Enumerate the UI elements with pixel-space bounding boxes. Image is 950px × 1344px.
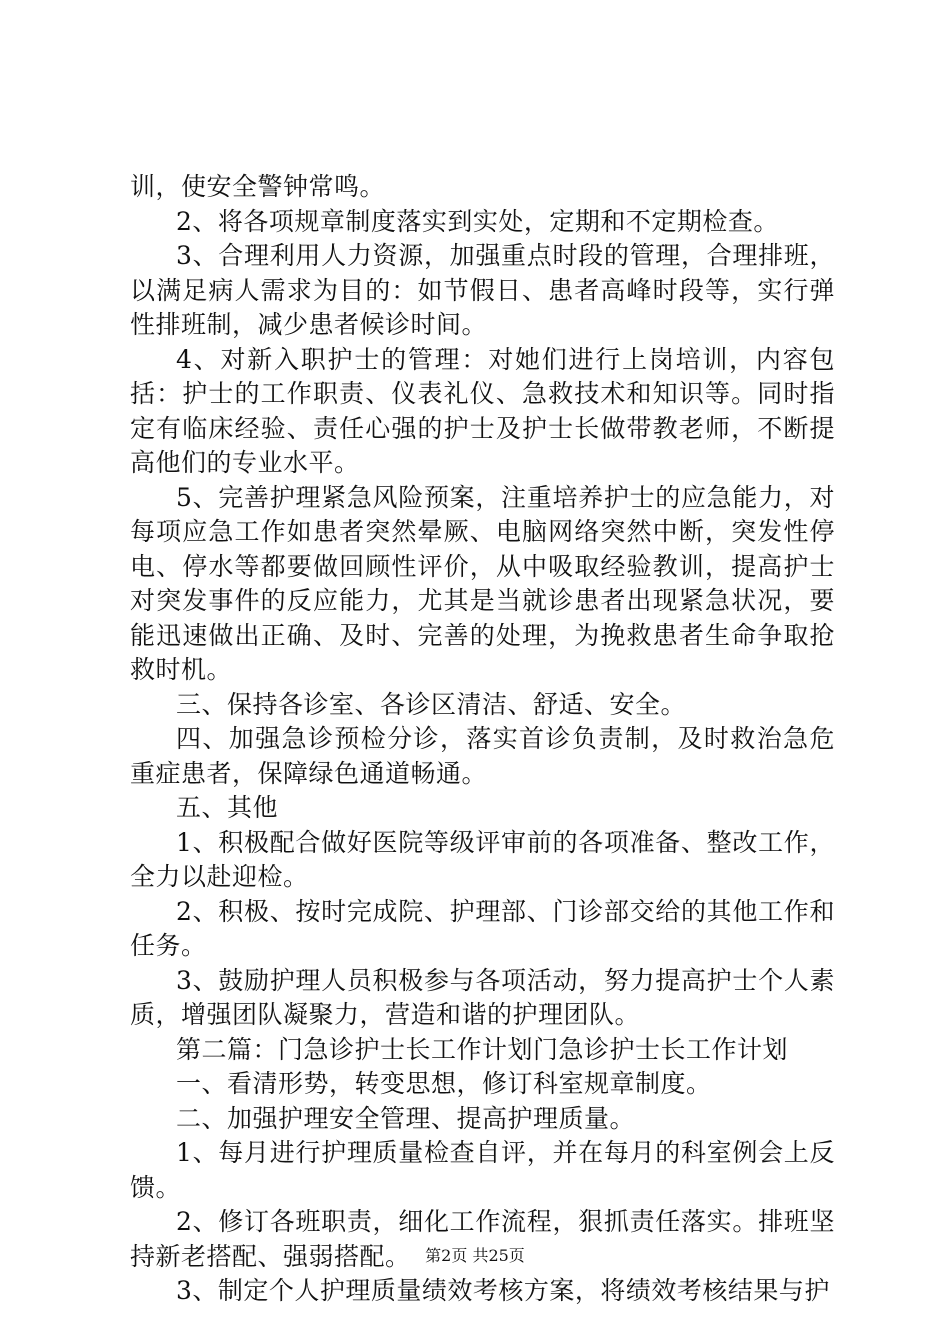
paragraph-8: 1、积极配合做好医院等级评审前的各项准备、整改工作，全力以赴迎检。 (130, 827, 835, 891)
paragraph-10: 3、鼓励护理人员积极参与各项活动，努力提高护士个人素质，增强团队凝聚力，营造和谐的护理团队。 (130, 965, 835, 1029)
paragraph-7: 五、其他 (176, 793, 279, 822)
document-body (130, 170, 835, 1309)
paragraph-12: 一、看清形势，转变思想，修订科室规章制度。 (176, 1069, 712, 1098)
paragraph-0: 训，使安全警钟常鸣。 (130, 172, 386, 201)
page-number-footer: 第2页 共25页 (425, 1246, 525, 1265)
paragraph-3: 4、对新入职护士的管理：对她们进行上岗培训，内容包括：护士的工作职责、仪表礼仪、急救技术和知识等。同时指定有临床经验、责任心强的护士及护士长做带教老师，不断提高他们的专业水平。 (130, 344, 835, 477)
paragraph-2: 3、合理利用人力资源，加强重点时段的管理，合理排班，以满足病人需求为目的：如节假日、患者高峰时段等，实行弹性排班制，减少患者候诊时间。 (130, 241, 835, 339)
paragraph-6: 四、加强急诊预检分诊，落实首诊负责制，及时救治急危重症患者，保障绿色通道畅通。 (130, 724, 835, 788)
paragraph-5: 三、保持各诊室、各诊区清洁、舒适、安全。 (176, 689, 687, 719)
paragraph-14: 1、每月进行护理质量检查自评，并在每月的科室例会上反馈。 (130, 1138, 835, 1202)
paragraph-11: 第二篇：门急诊护士长工作计划门急诊护士长工作计划 (176, 1034, 789, 1064)
paragraph-4: 5、完善护理紧急风险预案，注重培养护士的应急能力，对每项应急工作如患者突然晕厥、电脑网络突然中断，突发性停电、停水等都要做回顾性评价，从中吸取经验教训，提高护士对突发事件的反应能力，尤其是当就诊患者出现紧急状况，要能迅速做出正确、及时、完善的处理，为挽救患者生命争取抢救时机。 (130, 482, 835, 684)
paragraph-13: 二、加强护理安全管理、提高护理质量。 (176, 1103, 636, 1133)
paragraph-9: 2、积极、按时完成院、护理部、门诊部交给的其他工作和任务。 (130, 896, 835, 960)
paragraph-1: 2、将各项规章制度落实到实处，定期和不定期检查。 (176, 206, 779, 236)
paragraph-15: 2、修订各班职责，细化工作流程，狠抓责任落实。排班坚持新老搭配、强弱搭配。 (130, 1207, 835, 1271)
paragraph-16: 3、制定个人护理质量绩效考核方案，将绩效考核结果与护 (176, 1276, 830, 1305)
